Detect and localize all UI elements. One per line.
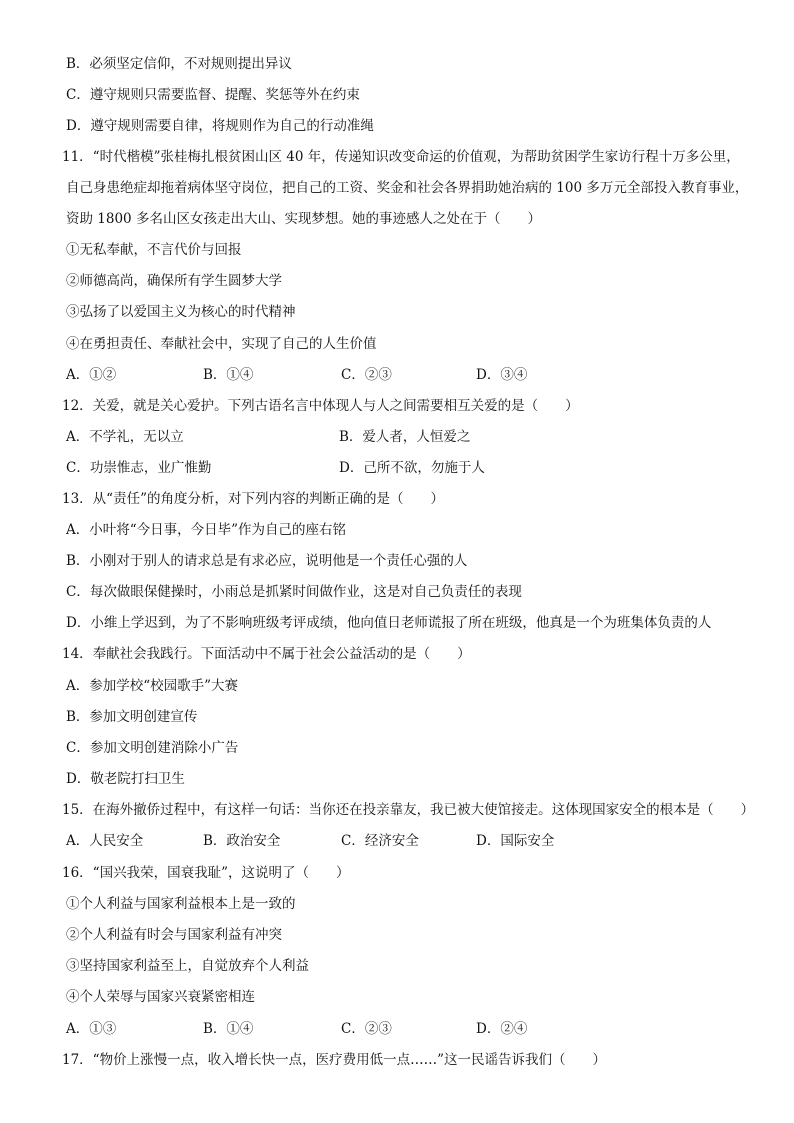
text-line-q11b: 自己身患绝症却拖着病体坚守岗位，把自己的工资、奖金和社会各界捐助她治病的 100 多万元全部投入教育事业， xyxy=(66,180,749,196)
text-line-q13b: B．小刚对于别人的请求总是有求必应，说明他是一个责任心强的人 xyxy=(66,553,468,569)
choice-option: B．①④ xyxy=(203,1021,254,1037)
text-line-q13c: C．每次做眼保健操时，小雨总是抓紧时间做作业，这是对自己负责任的表现 xyxy=(66,584,522,600)
choice-option: D．②④ xyxy=(476,1021,528,1037)
choice-option: D．己所不欲，勿施于人 xyxy=(339,460,485,476)
text-line-q13: 13．从“责任”的角度分析，对下列内容的判断正确的是（ ） xyxy=(62,491,444,507)
text-line-l3: D．遵守规则需要自律，将规则作为自己的行动准绳 xyxy=(66,118,374,134)
text-line-q16o3: ③坚持国家利益至上，自觉放弃个人利益 xyxy=(66,958,309,974)
text-line-q11o3: ③弘扬了以爱国主义为核心的时代精神 xyxy=(66,304,296,320)
text-line-q14d: D．敬老院打扫卫生 xyxy=(66,771,185,787)
choice-option: C．②③ xyxy=(341,1021,392,1037)
text-line-l1: B．必须坚定信仰，不对规则提出异议 xyxy=(66,56,292,72)
choice-option: A．①③ xyxy=(66,1021,117,1037)
text-line-q16o4: ④个人荣辱与国家兴衰紧密相连 xyxy=(66,989,255,1005)
text-line-q13a: A．小叶将“今日事，今日毕”作为自己的座右铭 xyxy=(66,522,347,538)
text-line-q14b: B．参加文明创建宣传 xyxy=(66,709,198,725)
choice-option: D．国际安全 xyxy=(476,833,555,849)
choice-option: A．人民安全 xyxy=(66,833,144,849)
choice-option: B．①④ xyxy=(203,367,254,383)
text-line-l2: C．遵守规则只需要监督、提醒、奖惩等外在约束 xyxy=(66,87,360,103)
choice-option: C．②③ xyxy=(341,367,392,383)
text-line-q11o2: ②师德高尚，确保所有学生圆梦大学 xyxy=(66,273,282,289)
text-line-q14a: A．参加学校“校园歌手”大赛 xyxy=(66,678,239,694)
text-line-q14: 14．奉献社会我践行。下面活动中不属于社会公益活动的是（ ） xyxy=(62,646,471,662)
text-line-q16: 16．“国兴我荣，国衰我耻”，这说明了（ ） xyxy=(62,865,350,881)
text-line-q17: 17．“物价上涨慢一点，收入增长快一点，医疗费用低一点……”这一民谣告诉我们（ ） xyxy=(62,1052,606,1068)
text-line-q12: 12．关爱，就是关心爱护。下列古语名言中体现人与人之间需要相互关爱的是（ ） xyxy=(62,398,579,414)
text-line-q13d: D．小维上学迟到，为了不影响班级考评成绩，他向值日老师谎报了所在班级，他真是一个为班集体负责的人 xyxy=(66,615,712,631)
text-line-q16o1: ①个人利益与国家利益根本上是一致的 xyxy=(66,896,296,912)
choice-option: A．不学礼，无以立 xyxy=(66,429,184,445)
text-line-q11o4: ④在勇担责任、奉献社会中，实现了自己的人生价值 xyxy=(66,336,377,352)
choice-option: A．①② xyxy=(66,367,117,383)
choice-option: C．经济安全 xyxy=(341,833,419,849)
text-line-q11c: 资助 1800 多名山区女孩走出大山、实现梦想。她的事迹感人之处在于（ ） xyxy=(66,211,541,227)
text-line-q14c: C．参加文明创建消除小广告 xyxy=(66,740,239,756)
choice-option: B．政治安全 xyxy=(203,833,281,849)
text-line-q11o1: ①无私奉献，不言代价与回报 xyxy=(66,242,242,258)
choice-option: D．③④ xyxy=(476,367,528,383)
choice-option: B．爱人者，人恒爱之 xyxy=(339,429,471,445)
text-line-q15: 15．在海外撤侨过程中，有这样一句话：当你还在投亲靠友，我已被大使馆接走。这体现国家安全的根本是（ ） xyxy=(62,802,755,818)
text-line-q16o2: ②个人利益有时会与国家利益有冲突 xyxy=(66,927,282,943)
choice-option: C．功崇惟志，业广惟勤 xyxy=(66,460,212,476)
text-line-q11a: 11．“时代楷模”张桂梅扎根贫困山区 40 年，传递知识改变命运的价值观，为帮助贫困学生家访行程十万多公里， xyxy=(62,149,740,165)
